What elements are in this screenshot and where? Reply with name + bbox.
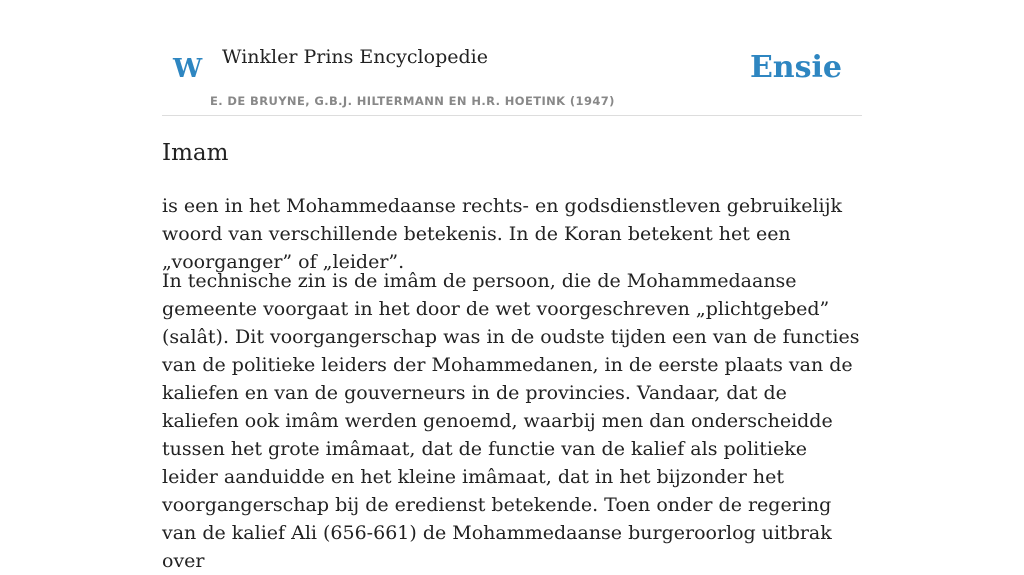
article-paragraph-1: is een in het Mohammedaanse rechts- en godsdienstleven gebruikelijk woord van verschillende betekenis. In de Koran betekent het een „voorganger” of „leider”.	[162, 195, 843, 273]
ensie-logo[interactable]: Ensie	[749, 50, 842, 85]
encyclopedia-header	[162, 40, 862, 116]
encyclopedia-authors: E. DE BRUYNE, G.B.J. HILTERMANN EN H.R. HOETINK (1947)	[210, 94, 615, 108]
article-title: Imam	[162, 140, 229, 166]
encyclopedia-title[interactable]: Winkler Prins Encyclopedie	[222, 46, 488, 68]
article-paragraph-2: In technische zin is de imâm de persoon, die de Mohammedaanse gemeente voorgaat in het door de wet voorgeschreven „plichtgebed” (salât). Dit voorgangerschap was in de oudste tijden een van de functies van de politieke leiders der Mohammedanen, in de eerste plaats van de kaliefen en van de gouverneurs in de provincies. Vandaar, dat de kaliefen ook imâm werden genoemd, waarbij men dan onderscheidde tussen het grote imâmaat, dat de functie van de kalief als politieke leider aanduidde en het kleine imâmaat, dat in het bijzonder het voorgangerschap bij de eredienst betekende. Toen onder de regering van de kalief Ali (656-661) de Mohammedaanse burgeroorlog uitbrak over	[162, 270, 860, 572]
winkler-prins-logo[interactable]: W	[173, 54, 203, 84]
